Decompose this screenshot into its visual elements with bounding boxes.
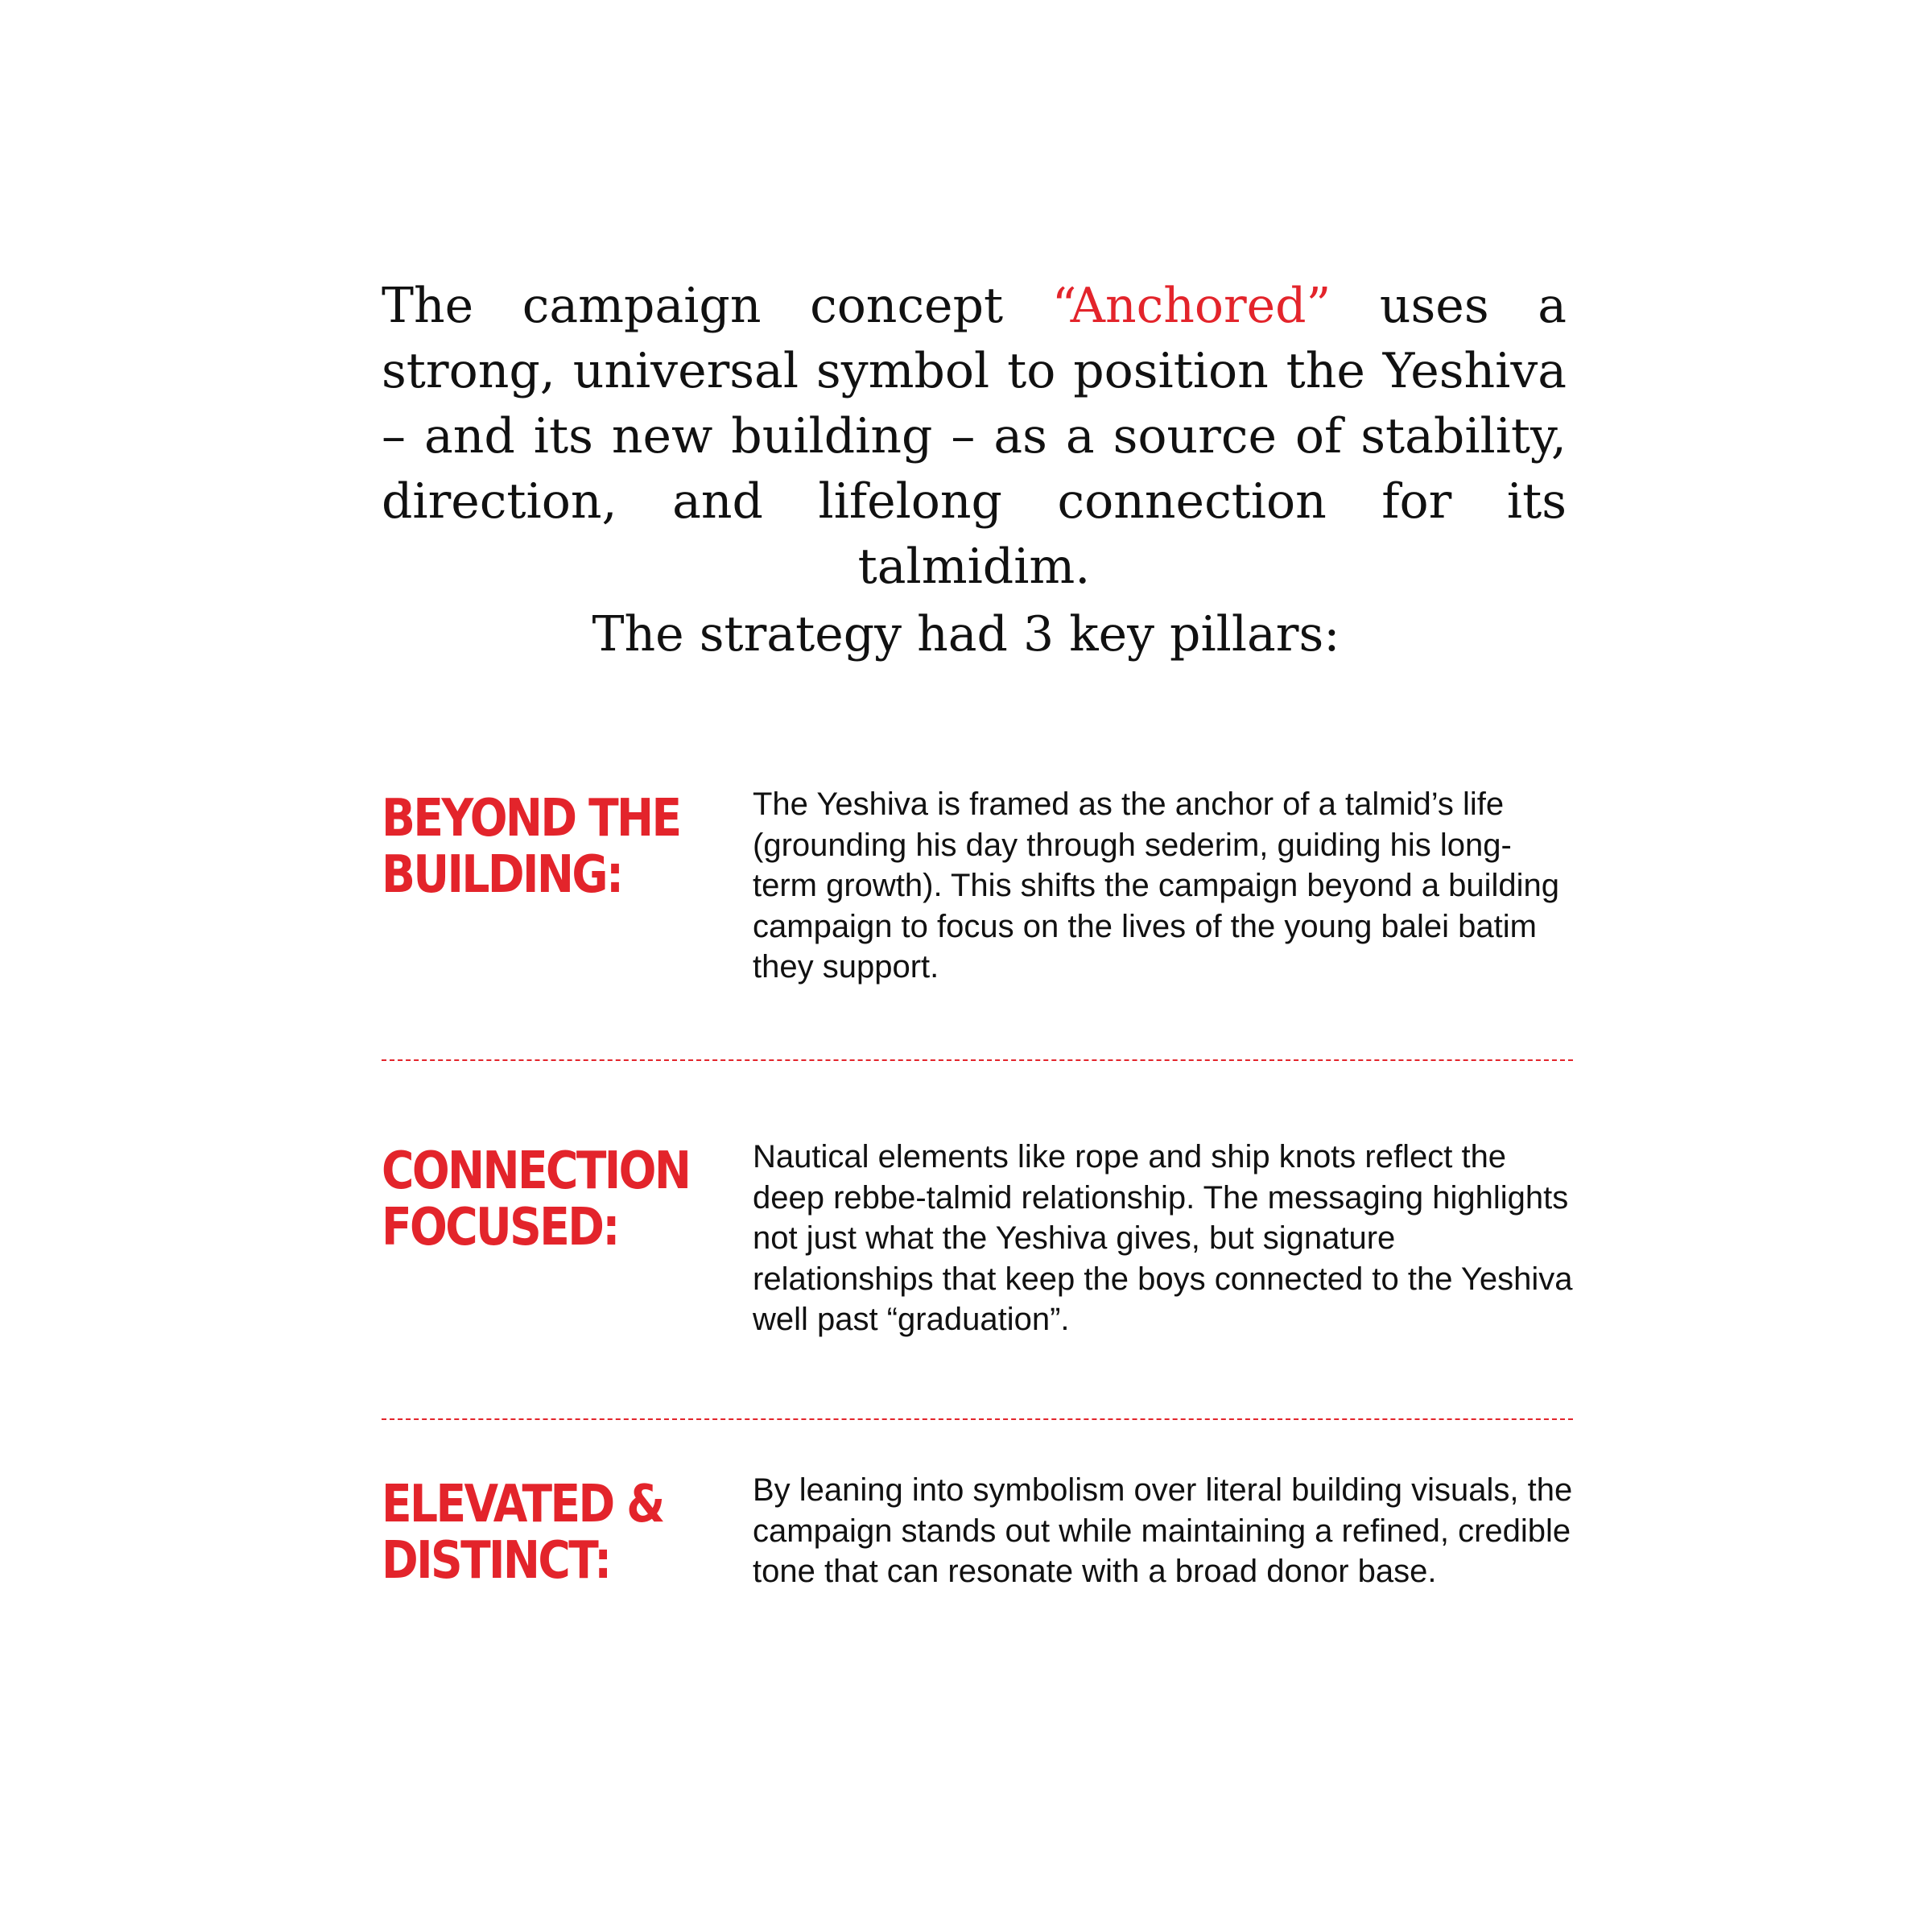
intro-paragraph <box>382 274 1567 600</box>
campaign-name-highlight: “Anchored” <box>1051 278 1331 334</box>
pillar-2-title-line-2: FOCUSED: <box>382 1198 618 1257</box>
pillar-3-title <box>382 1476 686 1589</box>
intro-text-before: The campaign concept <box>382 278 1052 334</box>
pillar-3-description: By leaning into symbolism over literal building visuals, the campaign stands out while maintaining a refined, credible tone that can resonate with a broad donor base. <box>753 1472 1573 1589</box>
pillar-divider-2 <box>382 1418 1573 1420</box>
pillar-2-description: Nautical elements like rope and ship knots reflect the deep rebbe-talmid relationship. The messaging highlights not just what the Yeshiva gives, but signature relationships that keep the boys connected to the Yeshiva well past “graduation”. <box>753 1139 1573 1337</box>
pillar-1-title-line-1: BEYOND THE <box>382 789 680 848</box>
pillar-1-title <box>382 791 686 903</box>
pillar-3-title-line-1: ELEVATED & <box>382 1475 663 1534</box>
pillar-1-title-line-2: BUILDING: <box>382 845 622 905</box>
pillar-divider-1 <box>382 1059 1573 1061</box>
pillar-1-description: The Yeshiva is framed as the anchor of a talmid’s life (grounding his day through sederim, guiding his long-term growth). This shifts the campaign beyond a building campaign to focus on the lives of the young balei batim they support. <box>753 786 1560 985</box>
intro-text-after: uses a strong, universal symbol to position the Yeshiva – and its new building – as a source of stability, direction, and lifelong connection for its talmidim. <box>382 278 1567 595</box>
pillar-2-title-line-1: CONNECTION <box>382 1141 690 1201</box>
pillars-heading: The strategy had 3 key pillars: <box>592 606 1340 663</box>
pillar-3-title-line-2: DISTINCT: <box>382 1531 610 1591</box>
pillar-2-title <box>382 1141 690 1257</box>
